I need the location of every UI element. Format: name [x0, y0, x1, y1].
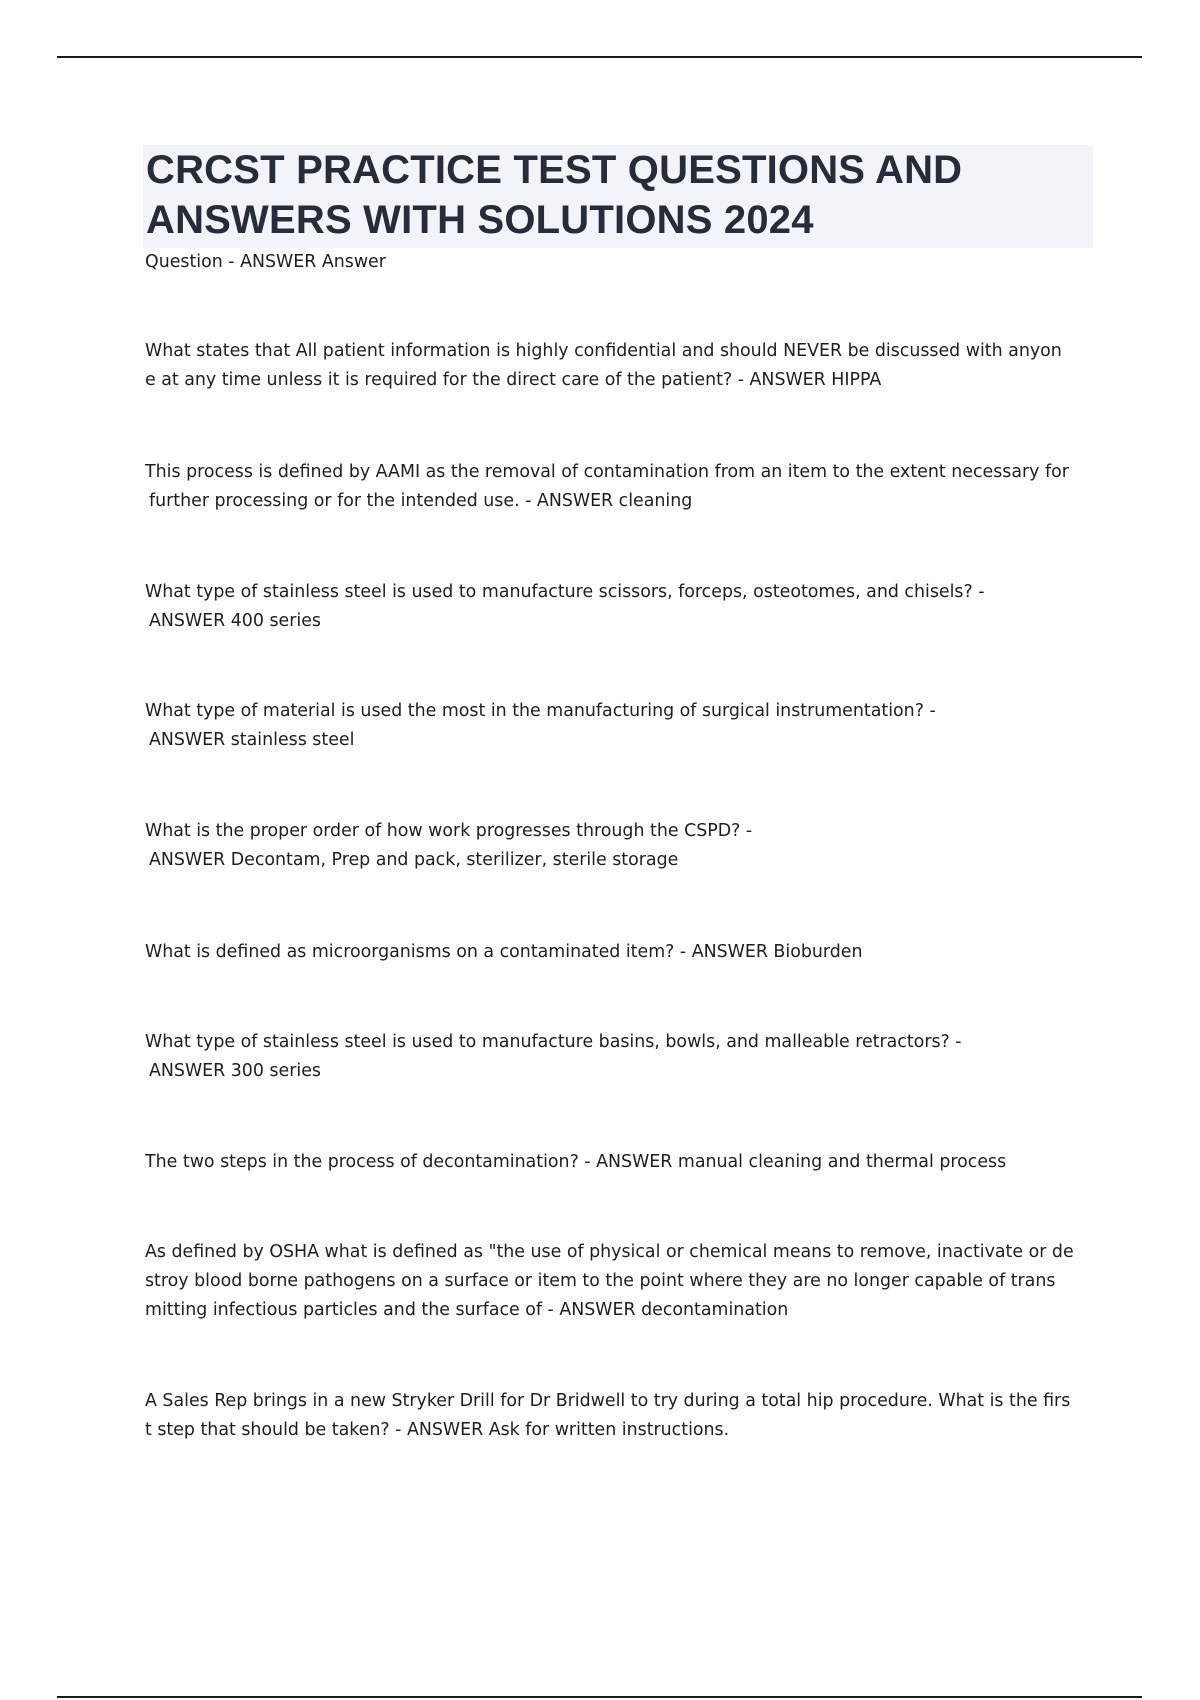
qa-item — [145, 817, 1090, 875]
document-title — [143, 145, 1093, 245]
qa-line: e at any time unless it is required for the direct care of the patient? - ANSWER HIPPA — [145, 370, 882, 390]
intro-line: Question - ANSWER Answer — [145, 252, 386, 272]
qa-item — [145, 578, 1090, 636]
qa-line: What is the proper order of how work progresses through the CSPD? - — [145, 821, 753, 841]
qa-line: A Sales Rep brings in a new Stryker Drill for Dr Bridwell to try during a total hip procedure. What is the firs — [145, 1391, 1071, 1411]
qa-line: ANSWER Decontam, Prep and pack, sterilizer, sterile storage — [149, 850, 679, 870]
qa-line: further processing or for the intended use. - ANSWER cleaning — [149, 491, 693, 511]
qa-item — [145, 458, 1090, 516]
qa-item — [145, 1028, 1090, 1086]
qa-line: stroy blood borne pathogens on a surface or item to the point where they are no longer capable of trans — [145, 1271, 1056, 1291]
qa-line: What type of stainless steel is used to manufacture scissors, forceps, osteotomes, and chisels? - — [145, 582, 985, 602]
qa-item — [145, 1387, 1090, 1445]
qa-item — [145, 1148, 1090, 1177]
qa-line: The two steps in the process of decontamination? - ANSWER manual cleaning and thermal process — [145, 1152, 1007, 1172]
qa-line: What type of stainless steel is used to manufacture basins, bowls, and malleable retractors? - — [145, 1032, 962, 1052]
qa-line: What states that All patient information is highly confidential and should NEVER be discussed with anyon — [145, 341, 1062, 361]
qa-line: This process is defined by AAMI as the removal of contamination from an item to the extent necessary for — [145, 462, 1069, 482]
document-body — [145, 248, 1090, 1440]
qa-line: ANSWER 400 series — [149, 611, 321, 631]
title-line-2: ANSWERS WITH SOLUTIONS 2024 — [146, 198, 814, 242]
top-rule — [57, 56, 1142, 58]
qa-item — [145, 1238, 1090, 1325]
qa-line: t step that should be taken? - ANSWER Ask for written instructions. — [145, 1420, 730, 1440]
qa-item — [145, 938, 1090, 967]
title-banner — [143, 145, 1093, 248]
qa-item — [145, 337, 1090, 395]
bottom-rule — [57, 1696, 1142, 1698]
title-line-1: CRCST PRACTICE TEST QUESTIONS AND — [146, 148, 963, 192]
qa-line: mitting infectious particles and the surface of - ANSWER decontamination — [145, 1300, 789, 1320]
qa-line: What type of material is used the most in the manufacturing of surgical instrumentation? - — [145, 701, 936, 721]
qa-line: What is defined as microorganisms on a contaminated item? - ANSWER Bioburden — [145, 942, 863, 962]
qa-line: As defined by OSHA what is defined as "the use of physical or chemical means to remove, inactivate or de — [145, 1242, 1074, 1262]
qa-item — [145, 697, 1090, 755]
qa-line: ANSWER stainless steel — [149, 730, 355, 750]
qa-line: ANSWER 300 series — [149, 1061, 321, 1081]
